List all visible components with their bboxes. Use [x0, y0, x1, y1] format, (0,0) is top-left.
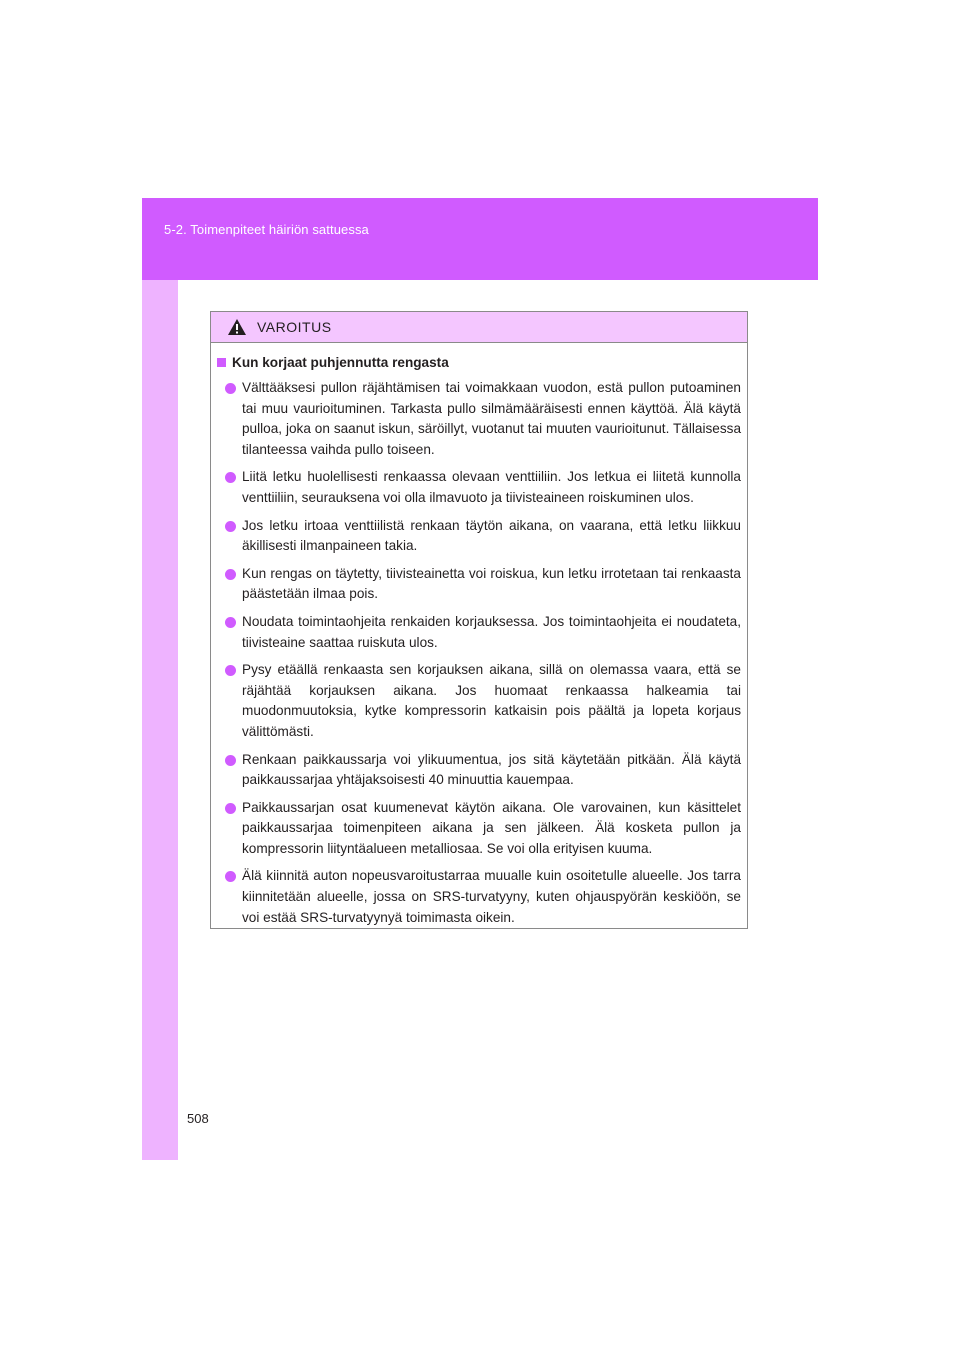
- bullet-dot-icon: [225, 803, 236, 814]
- left-strip: [142, 280, 178, 1160]
- warning-box: [210, 311, 748, 929]
- list-item: [211, 516, 747, 557]
- warning-header: [211, 312, 747, 343]
- list-item: [211, 467, 747, 508]
- list-item-text: Pysy etäällä renkaasta sen korjauksen aikana, sillä on olemassa vaara, että se räjähtää korjauksen aikana. Jos huomaat renkaassa halkeamia tai muodonmuutoksia, kytke kompressorin katkaisin pois päältä ja lopeta korjaus välittömästi.: [242, 662, 741, 739]
- square-icon: [217, 358, 226, 367]
- section-heading: [217, 355, 747, 370]
- list-item-text: Jos letku irtoaa venttiilistä renkaan täytön aikana, on vaarana, että letku liikkuu äkillisesti ilmanpaineen takia.: [242, 517, 741, 554]
- warning-triangle-icon: [227, 318, 247, 336]
- bullet-dot-icon: [225, 755, 236, 766]
- list-item: [211, 660, 747, 742]
- bullet-dot-icon: [225, 569, 236, 580]
- list-item-text: Välttääksesi pullon räjähtämisen tai voimakkaan vuodon, estä pullon putoaminen tai muu vaurioituminen. Tarkasta pullo silmämääräisesti ennen käyttöä. Älä käytä pulloa, joka on saanut iskun, säröillyt, vuotanut tai muuten vaurioitunut. Tällaisessa tilanteessa vaihda pullo toiseen.: [242, 380, 741, 457]
- bullet-dot-icon: [225, 472, 236, 483]
- list-item-text: Älä kiinnitä auton nopeusvaroitustarraa muualle kuin osoitetulle alueelle. Jos tarra kiinnitetään alueelle, jossa on SRS-turvatyyny, kuten ohjauspyörän keskiöön, se voi estää SRS-turvatyynyä toimimasta oikein.: [242, 868, 741, 925]
- bullet-dot-icon: [225, 521, 236, 532]
- list-item: [211, 798, 747, 860]
- list-item-text: Kun rengas on täytetty, tiivisteainetta voi roiskua, kun letku irrotetaan tai renkaasta päästetään ilmaa pois.: [242, 565, 741, 602]
- section-title: 5-2. Toimenpiteet häiriön sattuessa: [164, 222, 369, 237]
- list-item: [211, 378, 747, 460]
- section-heading-text: Kun korjaat puhjennutta rengasta: [232, 355, 449, 370]
- warning-title: VAROITUS: [257, 319, 332, 335]
- header-band: [142, 198, 818, 280]
- page-number: 508: [187, 1111, 209, 1126]
- list-item: [211, 612, 747, 653]
- list-item: [211, 564, 747, 605]
- bullet-dot-icon: [225, 871, 236, 882]
- list-item-text: Renkaan paikkaussarja voi ylikuumentua, jos sitä käytetään pitkään. Älä käytä paikkaussarjaa yhtäjaksoisesti 40 minuuttia kauempaa.: [242, 751, 741, 788]
- list-item-text: Noudata toimintaohjeita renkaiden korjauksessa. Jos toimintaohjeita ei noudateta, tiivisteaine saattaa ruiskuta ulos.: [242, 613, 741, 650]
- list-item-text: Liitä letku huolellisesti renkaassa olevaan venttiiliin. Jos letkua ei liitetä kunnolla venttiiliin, seurauksena voi olla ilmavuoto ja tiivisteaineen roiskuminen ulos.: [242, 469, 741, 505]
- bullet-dot-icon: [225, 665, 236, 676]
- bullet-dot-icon: [225, 617, 236, 628]
- list-item-text: Paikkaussarjan osat kuumenevat käytön aikana. Ole varovainen, kun käsittelet paikkaussarjaa toimenpiteen aikana ja sen jälkeen. Älä kosketa pullon ja kompressorin liityntäalueen metalliosaa. Se voi olla erityisen kuuma.: [242, 799, 741, 856]
- bullet-list: [211, 378, 747, 928]
- list-item: [211, 866, 747, 928]
- bullet-dot-icon: [225, 383, 236, 394]
- list-item: [211, 750, 747, 791]
